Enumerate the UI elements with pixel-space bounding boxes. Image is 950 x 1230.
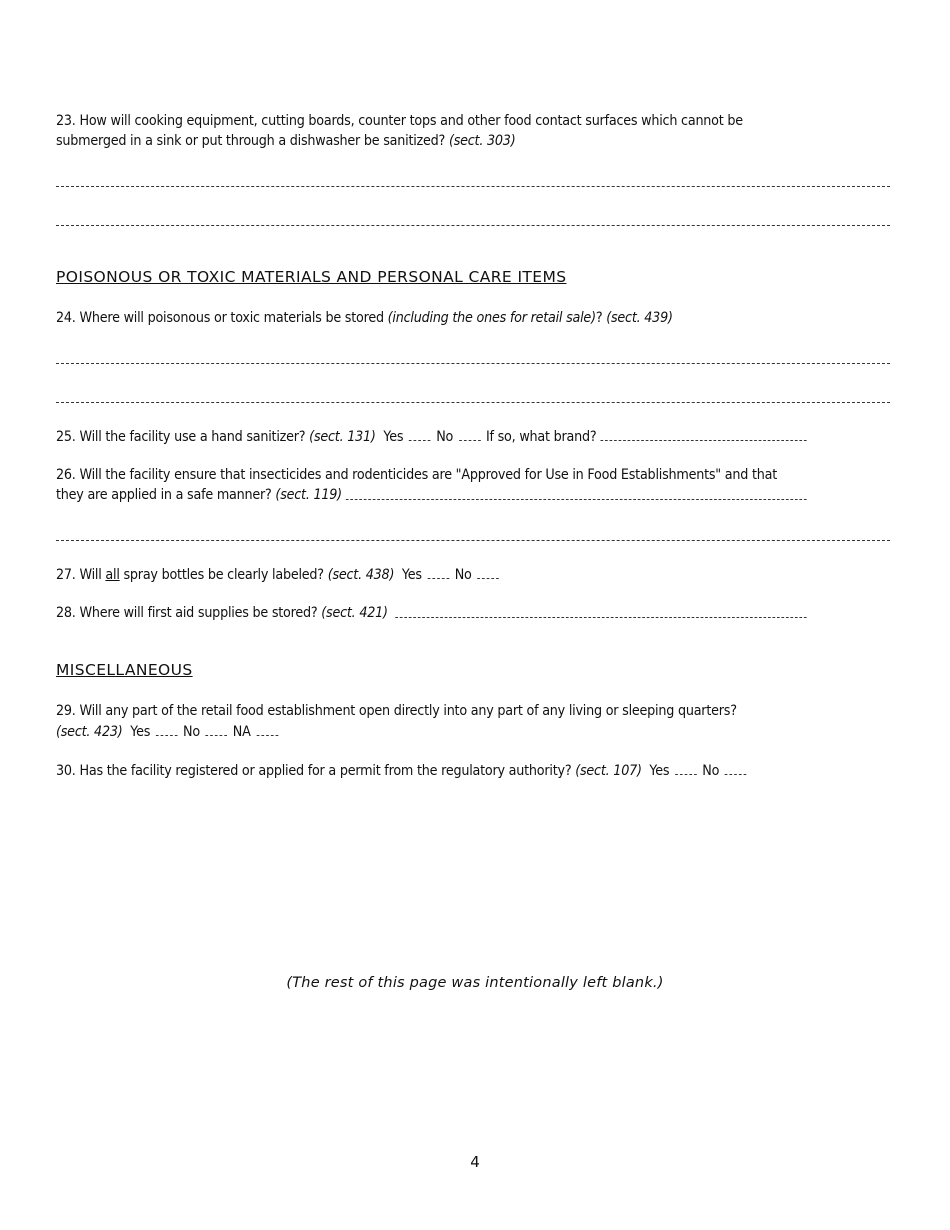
question-24-section: (sect. 439) xyxy=(606,310,673,326)
no-label: No xyxy=(702,763,720,779)
yes-label: Yes xyxy=(383,429,404,445)
yes-label: Yes xyxy=(130,724,151,740)
yes-blank[interactable] xyxy=(409,426,431,441)
answer-line-26[interactable] xyxy=(56,540,890,541)
no-blank[interactable] xyxy=(477,564,499,579)
no-blank[interactable] xyxy=(725,760,747,775)
answer-line-24a[interactable] xyxy=(56,363,890,364)
question-28-text: 28. Where will first aid supplies be stored? xyxy=(56,605,318,621)
na-label: NA xyxy=(232,724,251,740)
question-24 xyxy=(56,308,807,328)
question-30 xyxy=(56,760,807,781)
answer-blank-26[interactable] xyxy=(346,485,807,500)
question-29-line1: 29. Will any part of the retail food establishment open directly into any part of any living or sleeping quarters? xyxy=(56,703,737,719)
question-24-text: 24. Where will poisonous or toxic materials be stored xyxy=(56,310,384,326)
question-23-line2: submerged in a sink or put through a dishwasher be sanitized? xyxy=(56,133,446,149)
no-blank[interactable] xyxy=(459,426,481,441)
no-label: No xyxy=(183,724,200,740)
question-30-section: (sect. 107) xyxy=(575,763,642,779)
no-label: No xyxy=(436,429,454,445)
yes-blank[interactable] xyxy=(675,760,697,775)
question-24-mark: ? xyxy=(595,310,603,326)
question-23-section: (sect. 303) xyxy=(448,133,516,149)
question-25 xyxy=(56,426,807,447)
question-30-text: 30. Has the facility registered or applied for a permit from the regulatory authority? xyxy=(56,763,572,779)
yes-blank[interactable] xyxy=(427,564,449,579)
question-24-italic: (including the ones for retail sale) xyxy=(387,310,596,326)
question-28-section: (sect. 421) xyxy=(321,605,388,621)
question-26-line2: they are applied in a safe manner? xyxy=(56,487,272,503)
question-23-line1: 23. How will cooking equipment, cutting boards, counter tops and other food contact surfaces which cannot be xyxy=(56,113,743,129)
question-26-line1: 26. Will the facility ensure that insecticides and rodenticides are "Approved for Use in Food Establishments" and that xyxy=(56,467,777,483)
brand-blank[interactable] xyxy=(600,426,806,441)
question-27-pre: 27. Will xyxy=(56,567,102,583)
question-27 xyxy=(56,564,807,585)
answer-blank-28[interactable] xyxy=(395,603,806,618)
question-25-text: 25. Will the facility use a hand sanitizer? xyxy=(56,429,306,445)
question-26 xyxy=(56,465,807,505)
question-28 xyxy=(56,603,807,623)
no-blank[interactable] xyxy=(206,721,228,736)
question-27-all: all xyxy=(105,567,120,583)
answer-line-23a[interactable] xyxy=(56,186,890,187)
na-blank[interactable] xyxy=(256,721,278,736)
brand-label: If so, what brand? xyxy=(485,429,597,445)
yes-label: Yes xyxy=(649,763,670,779)
section-heading-miscellaneous: MISCELLANEOUS xyxy=(56,661,193,679)
answer-line-24b[interactable] xyxy=(56,402,890,403)
page-number: 4 xyxy=(470,1153,480,1171)
question-29 xyxy=(56,701,807,742)
yes-label: Yes xyxy=(401,567,422,583)
question-29-section: (sect. 423) xyxy=(56,724,123,740)
answer-line-23b[interactable] xyxy=(56,225,890,226)
section-heading-poisonous: POISONOUS OR TOXIC MATERIALS AND PERSONAL CARE ITEMS xyxy=(56,268,567,286)
question-25-section: (sect. 131) xyxy=(309,429,376,445)
yes-blank[interactable] xyxy=(156,721,178,736)
question-23 xyxy=(56,111,807,151)
question-27-post: spray bottles be clearly labeled? xyxy=(123,567,324,583)
blank-page-note: (The rest of this page was intentionally left blank.) xyxy=(286,975,664,991)
no-label: No xyxy=(454,567,472,583)
question-27-section: (sect. 438) xyxy=(327,567,395,583)
question-26-section: (sect. 119) xyxy=(275,487,342,503)
